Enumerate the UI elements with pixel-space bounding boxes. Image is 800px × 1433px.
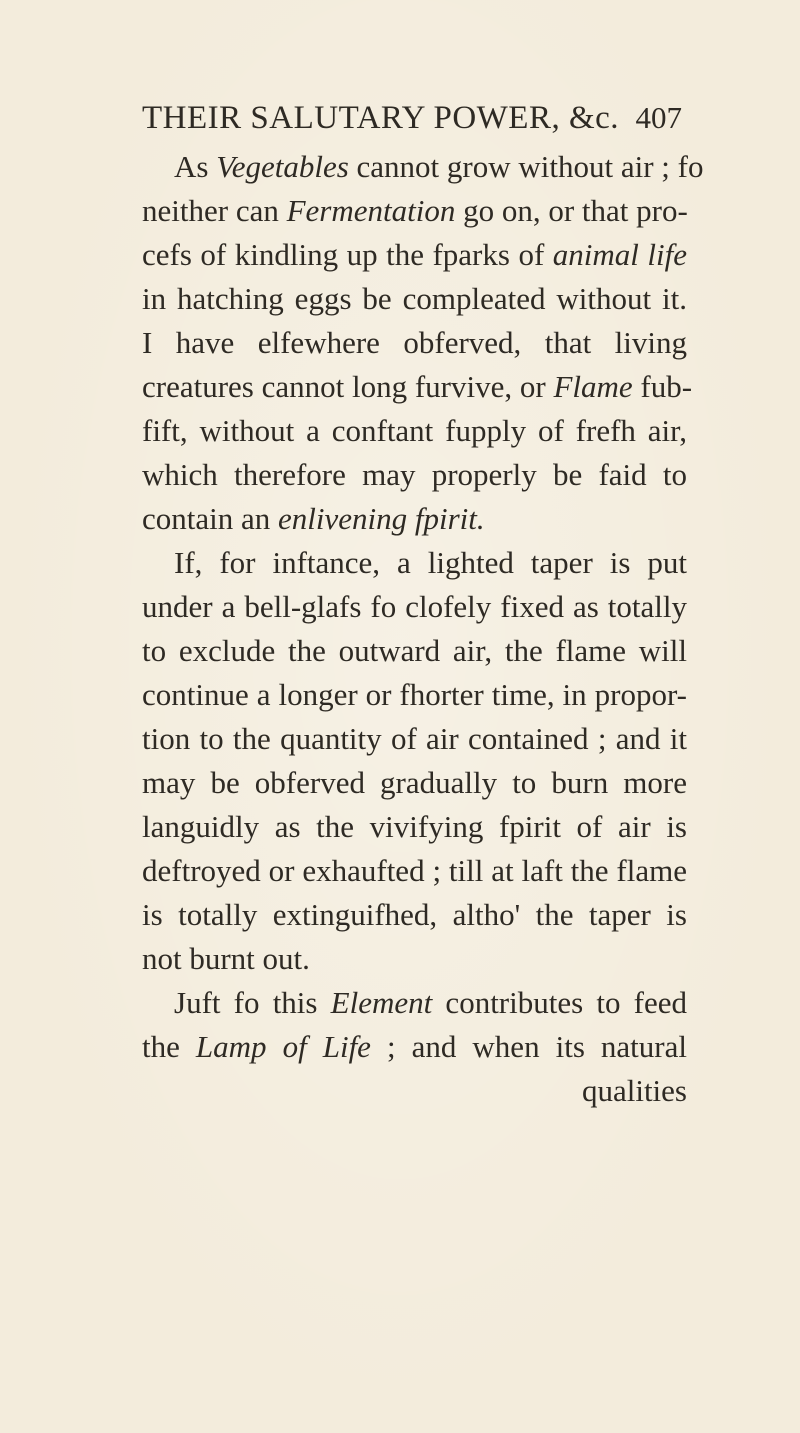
text-run: deftroyed or exhaufted ; till at laft the flame bbox=[142, 853, 687, 888]
italic-run: Vegetables bbox=[216, 149, 349, 184]
text-run: languidly as the vivifying fpirit of air is bbox=[142, 809, 687, 844]
text-run: I have elfewhere obferved, that living bbox=[142, 325, 687, 360]
text-line bbox=[142, 541, 687, 585]
text-line bbox=[142, 585, 687, 629]
text-line bbox=[142, 453, 687, 497]
text-line bbox=[142, 849, 687, 893]
text-line bbox=[142, 145, 704, 189]
text-line bbox=[142, 233, 687, 277]
text-line bbox=[142, 761, 687, 805]
running-title: THEIR SALUTARY POWER, &c. bbox=[142, 100, 620, 136]
text-run: may be obferved gradually to burn more bbox=[142, 765, 687, 800]
text-run: qualities bbox=[581, 1073, 687, 1108]
text-run: not burnt out. bbox=[142, 941, 310, 976]
text-line bbox=[142, 189, 687, 233]
text-run: to exclude the outward air, the flame will bbox=[142, 633, 687, 668]
italic-run: Fermentation bbox=[286, 193, 456, 228]
text-line bbox=[142, 321, 687, 365]
text-line bbox=[142, 277, 687, 321]
text-line bbox=[142, 629, 687, 673]
text-line bbox=[142, 805, 687, 849]
text-run: As bbox=[174, 149, 217, 184]
text-run: go on, or that pro- bbox=[455, 193, 688, 228]
text-run: fift, without a conftant fupply of frefh air, bbox=[142, 413, 687, 448]
running-head bbox=[142, 100, 682, 140]
text-run: the bbox=[142, 1029, 196, 1064]
text-run: cannot grow without air ; fo bbox=[348, 149, 704, 184]
text-run: ; and when its natural bbox=[370, 1029, 687, 1064]
text-run: under a bell-glafs fo clofely fixed as totally bbox=[142, 589, 687, 624]
catchword bbox=[142, 1069, 687, 1113]
text-run: contributes to feed bbox=[432, 985, 687, 1020]
text-run: cefs of kindling up the fparks of bbox=[142, 237, 553, 272]
italic-run: enlivening fpirit. bbox=[278, 501, 485, 536]
text-run: tion to the quantity of air contained ; and it bbox=[142, 721, 687, 756]
text-run: which therefore may properly be faid to bbox=[142, 457, 687, 492]
text-line bbox=[142, 365, 693, 409]
text-run: contain an bbox=[142, 501, 279, 536]
italic-run: Lamp of Life bbox=[195, 1029, 371, 1064]
text-run: is totally extinguifhed, altho' the taper is bbox=[142, 897, 687, 932]
text-line bbox=[142, 409, 687, 453]
text-run: neither can bbox=[142, 193, 287, 228]
text-line bbox=[142, 893, 687, 937]
text-run: fub- bbox=[632, 369, 693, 404]
text-run: continue a longer or fhorter time, in propor- bbox=[142, 677, 687, 712]
text-line bbox=[142, 497, 687, 541]
text-run: in hatching eggs be compleated without it. bbox=[142, 281, 687, 316]
italic-run: Element bbox=[330, 985, 433, 1020]
italic-run: animal life bbox=[552, 237, 687, 272]
text-run: creatures cannot long furvive, or bbox=[142, 369, 554, 404]
italic-run: Flame bbox=[553, 369, 633, 404]
text-line bbox=[142, 717, 687, 761]
text-line bbox=[142, 1025, 687, 1069]
text-run: Juft fo this bbox=[174, 985, 331, 1020]
text-line bbox=[142, 981, 687, 1025]
page-number: 407 bbox=[635, 100, 682, 135]
text-run: If, for inftance, a lighted taper is put bbox=[174, 545, 687, 580]
text-line bbox=[142, 937, 687, 981]
text-line bbox=[142, 673, 687, 717]
